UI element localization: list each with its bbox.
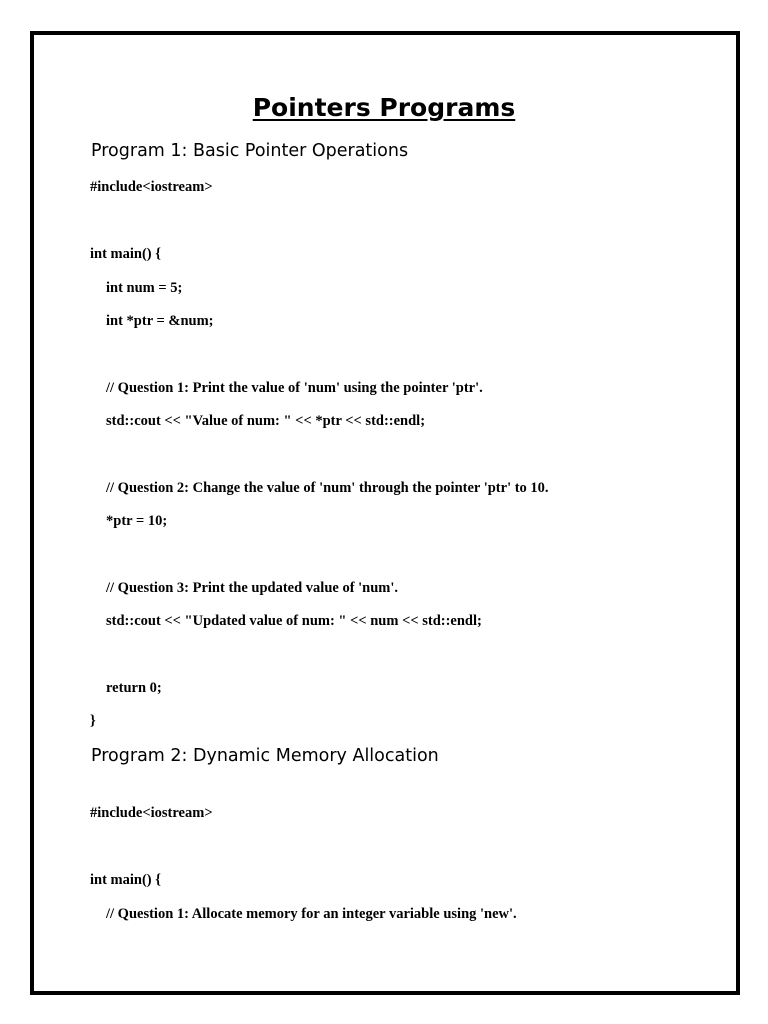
code-line: std::cout << "Updated value of num: " << num << std::endl; (106, 613, 482, 629)
code-comment: // Question 1: Allocate memory for an integer variable using 'new'. (106, 906, 517, 922)
code-line: } (90, 713, 96, 729)
code-line: int *ptr = &num; (106, 313, 214, 329)
code-line: #include<iostream> (90, 805, 213, 821)
code-comment: // Question 1: Print the value of 'num' using the pointer 'ptr'. (106, 380, 483, 396)
code-comment: // Question 3: Print the updated value of 'num'. (106, 580, 399, 596)
code-line: *ptr = 10; (106, 513, 168, 529)
page-title: Pointers Programs (252, 93, 516, 122)
program-1-heading: Program 1: Basic Pointer Operations (91, 141, 409, 161)
code-line: int main() { (90, 246, 161, 262)
code-line: std::cout << "Value of num: " << *ptr << std::endl; (106, 413, 426, 429)
code-line: #include<iostream> (90, 179, 213, 195)
program-2-heading: Program 2: Dynamic Memory Allocation (91, 746, 439, 766)
code-line: return 0; (106, 680, 162, 696)
code-comment: // Question 2: Change the value of 'num' through the pointer 'ptr' to 10. (106, 480, 549, 496)
code-line: int num = 5; (106, 280, 183, 296)
code-line: int main() { (90, 872, 161, 888)
